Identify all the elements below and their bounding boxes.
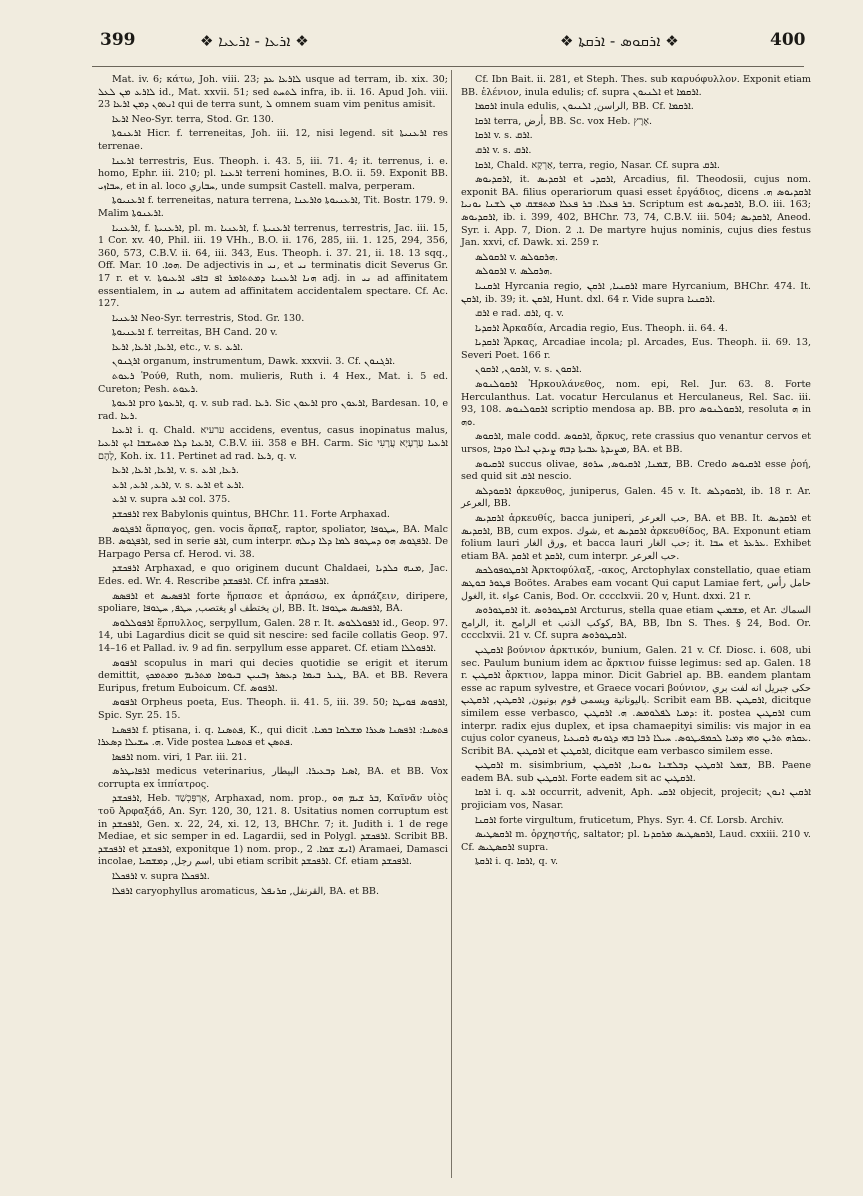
- dictionary-entry: ܐܪܩܐ terra, أرض, BB. Sc. vox Heb. אֶרֶץ.: [475, 115, 653, 127]
- dictionary-entry: ܐܪܩܘܣ, male codd. ܐܪܩܘܣ, ἄρκυς, rete crassius quo venantur cervos et ursos, ܡܨܝܕܬܐ ܥܒܝܬܐ ܕܒܗ ܨܝܕܝܢ ܐܝܠܐ ܘܕܒܐ, BA. et BB.: [461, 431, 811, 456]
- dictionary-entry: ܐܪܥܢܝܘܬܐ f. terreitas, BH Cand. 20 v.: [112, 327, 278, 339]
- dictionary-entry: ܐܪܩܘܠܣ v. ܗܪܩܠܣ.: [475, 266, 553, 278]
- dictionary-entry: ܐܪܩܘܢ, ܐܪܩܘܢ, v. s. ܐܪܩܘܢ.: [475, 364, 582, 376]
- dictionary-entry: Mat. iv. 6; κάτω, Joh. viii. 23; ܠܐܪܥܐ ܥܕ usque ad terram, ib. xix. 30; ܠܐܪܥ ܡܢ ܠܥܠ id., Mat. xxvii. 51; sed ܠܬܚܬ infra, ib. ii. 16. Apud Joh. viii. 23 ܐܢܬܘܢ ܕܡܢ ܐܪܥܐ qui de terra sunt, ܠ omnem suam vim penitus amisit.: [98, 74, 449, 111]
- dictionary-entry: ܐܪܩܘܠܣ v. ܗܪܩܘܠܣ.: [475, 251, 558, 263]
- dictionary-entry: ܐܪܩܕܝܐ Ἀρκαδία, Arcadia regio, Eus. Theoph. ii. 64. 4.: [475, 322, 728, 334]
- dictionary-entry: ܐܪܓܢܘܢ organum, instrumentum, Dawk. xxxvii. 3. Cf. ܐܪܓܢܘܢ.: [112, 356, 396, 368]
- dictionary-entry: ܐܪܩܝܘܣ succus olivae, ܫܡܢܐ, ܐܪܩܝܘܣ, ܚܪܘܦ, BB. Credo ܐܪܩܝܘܣ esse ῥοή, sed quid sit ܐܪܩ nescio.: [461, 458, 811, 483]
- page-header: [0, 30, 863, 56]
- dictionary-entry: ܐܪܩܬܐ i. q. ܐܪܩܐ, q. v.: [475, 856, 559, 868]
- right-column: [461, 74, 811, 871]
- dictionary-entry: ܐܪܥܢܝܐ Neo-Syr. terrestris, Stod. Gr. 130.: [112, 312, 305, 324]
- dictionary-entry: ܐܪܦܟܫܕ Arphaxad, e quo originem ducunt Chaldaei, ܡܢܗ ܟܠܕܝܐ, Jac. Edes. ed. Wr. 4. Rescribe ܐܪܦܟܫܕ. Cf. infra ܐܪܦܟܫܕ.: [98, 563, 448, 587]
- right-page-number: 400: [770, 30, 806, 50]
- dictionary-entry: ܐܪܩܢܝܐ Hyrcania regio, ܐܪܩܢܝܐ, ܐܪܩܢ mare Hyrcanium, BHChr. 474. It. ܐܪܩܢ, ib. 39; it. ܐܪܩܢ, Hunt. dxl. 64 r. Vide supra ܐܪܩܢܝܐ.: [461, 280, 811, 305]
- dictionary-entry: ܐܪܦܓܘܣ ἅρπαγος, gen. vocis ἅρπαξ, raptor, spoliator, ܚܛܘܦܐ, BA. Malc BB. ܐܪܦܓܘܣ, sed in serie ܐܪܦ, cum interpr. ܐܪܦܓܘܣ ܗܘ ܕܚܛܘܦ ܠܡܐ ܕܠܐ ܕܝܠܗ. De Harpago Persa cf. Herod. vi. 38.: [98, 523, 449, 560]
- dictionary-entry: ܐܪܩܡܐ inula edulis, الراسن, ܐܠܢܝܘܢ, BB. Cf. ܐܪܩܡܐ.: [475, 101, 694, 113]
- dictionary-entry: ܐܪܥܐ Neo-Syr. terra, Stod. Gr. 130.: [112, 113, 274, 125]
- column-divider: [451, 70, 452, 1178]
- dictionary-entry: ܐܪܥ, ܐܪܥ, ܐܪܥ, v. s. ܐܪܥ et ܐܪܥ.: [112, 479, 245, 491]
- dictionary-entry: ܐܪܩܘܕܠܣ ἀρκευθος, juniperus, Galen. 45 v. It. ܐܪܩܘܕܠܣ, ib. 18 r. Ar. العرعر, BB.: [461, 485, 811, 510]
- dictionary-entry: ܐܪܩܢܐ forte virgultum, fruticetum, Phys. Syr. 4. Cf. Lorsb. Archiv.: [475, 814, 784, 826]
- dictionary-entry: ܐܪܥܐ, ܐܪܥܐ, ܐܪܥܐ, v. s. ܪܥܐ, ܐܪܥ.: [112, 465, 239, 477]
- dictionary-entry: ܐܪܩܘܠܢܘܣ Ἡρκουλάνεθος, nom. epi, Rel. Jur. 63. 8. Forte Herculanthus. Lat. vocatur Herculanus et Herculaneus, Rel. Sac. iii. 93, 108. ܐܪܩܘܠܢܘܣ scriptio mendosa ap. BB. pro ܐܪܩܘܠܢܘܣ, resoluta ܗ in ܘܗ.: [461, 379, 812, 428]
- dictionary-entry: Cf. Ibn Bait. ii. 281, et Steph. Thes. sub καρυόφυλλον. Exponit etiam BB. ἑλένιον, inula edulis; cf. supra ܐܠܢܝܘܢ et ܐܪܩܡܐ.: [461, 74, 811, 98]
- dictionary-entry: ܐܪܥܐ, ܐܪܥܐ, ܐܪܥܐ, etc., v. s. ܐܪܥ.: [112, 341, 244, 353]
- dictionary-entry: ܐܪܩܕܝܘܣ, it. ܐܪܩܕܝܣ et ܐܪܩܕܝ, Arcadius, fil. Theodosii, cujus nom. exponit BA. filius operariorum quasi esset ἐργάδιος, dicens ܐܪܩܕܝܘܣ ܗ. ܒܪ ܦܥܠܐ. ܒܪ ܦܥܠܐ ܡܬܦܫܩ ܡܢ ܠܫܢܐ ܝܘܢܝܐ. Scriptum est ܐܪܩܕܝܘܣ, B.O. iii. 163; ܐܪܩܕܝܘܣ, ib. i. 399, 402, BHChr. 73, 74, C.B.V. iii. 504; ܐܪܩܕܝܣ, Aneod. Syr. i. App. 7, Dion. ܐ. 2. De martyre hujus nominis, cujus dies festus Jan. xxvi, cf. Dawk. xi. 259 r.: [461, 174, 812, 249]
- dictionary-entry: ܐܪܥ v. supra ܐܪܥ col. 375.: [112, 494, 231, 506]
- dictionary-entry: ܐܪܦܣܢܐ f. ptisana, i. q. ܦܬܣܢܐ, K., qui dicit ܦܬܣܢܐ: ܐܪܦܣܢܐ ܣܥܪܐ ܡܫܠܩܐ ܒܡܝܐ. ܗ. ܚܫܝܠܐ ܕܣܥܪܐ. Vide postea ܦܬܣܢܐ et ܦܬܣܢ.: [98, 724, 448, 749]
- dictionary-entry: ܐܪܦܘܠܠܘܣ ἕρπυλλος, serpyllum, Galen. 28 r. It. ܐܪܦܘܠܠܘܣ id., Geop. 97. 14, ubi Lagardius dicit se quid sit nescire: sed facile collatis Geop. 97. 14–16 et Pallad. iv. 9 ad fin. serpyllum esse apparet. Cf. etiam ܐܪܦܘܠܠܐ.: [98, 617, 448, 654]
- dictionary-entry: ܐܪܥܘܬܐ pro ܐܪܥܘܬܐ, q. v. sub rad. ܪܥܐ. Sic ܐܪܥܘܢ pro ܐܪܥܘܢ, Bardesan. 10, e rad. ܪܥܐ.: [98, 398, 449, 422]
- dictionary-entry: ܐܪܥܢܐ terrestris, Eus. Theoph. i. 43. 5, iii. 71. 4; it. terrenus, i. e. homo, Ephr. iii. 210; pl. ܐܪܥܢܐ terreni homines, B.O. ii. 59. Exponit BB. ܚܒܐܙܝ, et in al. loco ܚܒاري, unde sumpsit Castell. malva, perperam.: [98, 155, 448, 192]
- dictionary-entry: ܐܪܩ v. s. ܐܪܩ.: [475, 144, 532, 156]
- dictionary-entry: ܐܪܩܕܝܣ ἀρκευθίς, bacca juniperi, حب العرعر, BA. et BB. It. ܐܪܩܕܝܣ et ܐܪܩܕܝܣ, BB, cum expos. شوك, et ܐܪܩܕܝܣ ἀρκευθίδος, BA. Exponunt etiam folium lauri ورق الغار, et bacca lauri حب الغار; it. ܚܒܐ et ܥܪܥܪ. Exhibet etiam BA. ܐܪܩܕ et ܐܪܩܕ, cum interpr. حب العرعر.: [461, 513, 811, 562]
- dictionary-entry: ܐܪܦܟܫܕ, Heb. אַרְפַּכְשַׁד, Arphaxad, nom. prop., ܒܪ ܫܝܡ ܗܘ, Καϊνᾶν υἱὸς τοῦ Ἀρφαξάδ, An. Syr. 120, 30, 121. 8. Usitatius nomen corruptum est in ܐܪܦܟܫܕ, Gen. x. 22, 24, xi. 12, 13, BHChr. 7; it. Judith i. 1 de rege Mediae, et sic semper in ed. Lagardii, sed in Polygl. ܐܪܦܟܫܕ. Scribit BB. ܐܪܦܟܫܕ et ܐܪܦܟܫܕ, exponitque 1) nom. prop., ܐܢܫ ܫܡܐ. 2) Aramaei, Damasci incolae, اسم رجل, ܕܡܫܩܝܐ, ubi etiam scribit ܐܪܦܟܫܕ. Cf. etiam ܐܪܦܟܫܕ.: [98, 793, 448, 868]
- dictionary-entry: ܐܪܥܢܘܬܐ Hicr. f. terreneitas, Joh. iii. 12, nisi legend. sit ܐܪܥܢܝܬܐ res terrenae.: [98, 128, 448, 152]
- dictionary-entry: ܐܪܦܐܝܛܪܣ medicus veterinarius, ܐܣܝܐ ܕܒܥܝܪܐ. البيطار, BA. et BB. Vox corrupta ex ἱππίατρος.: [98, 766, 448, 790]
- header-rule: [92, 66, 804, 67]
- dictionary-entry: ܐܪܩܛܘܪܘܣ it. ܐܪܩܛܘܪܘܣ Arcturus, stella quae etiam ܡܫܡܝܢ, et Ar. السماك الرامح, it. الرامح et كوكب الذنب, BA, BB, Ibn S. Thes. § 24, Bod. Or. cccclxvii. 21 v. Cf. supra ܐܪܩܛܘܪܘܣ.: [461, 605, 811, 642]
- dictionary-entry: ܐܪܩܛܝܢ m. sisimbrium, ܫܡܠ ܐܪܩܛܝܢ ܕܒܠܫܢܐ ܝܘܢܝܐ, ܐܪܩܛܝܢ, BB. Paene eadem BA. sub ܐܪܩܛܝܢ. Forte eadem sit ac ܐܪܩܛܝܢ.: [461, 760, 811, 784]
- dictionary-entry: ܐܪܥܝܐ i. q. Chald. ערעיא accidens, eventus, casus inopinatus malus, ܐܪܥܝܐ ܕܠܐ ܡܬܚܫܒܐ ܐܝܟ ܐܪܥܝܐ, C.B.V. iii. 358 e BH. Carm. Sic ܐܪܥܝܐ עַרְעָיָא עֲרָעִי לָהֶם, Koh. ix. 11. Pertinet ad rad. ܪܥܐ, q. v.: [98, 425, 448, 462]
- dictionary-entry: ܐܪܦܘܣ scopulus in mari qui decies quotidie se erigit et iterum demittit, ܛܢܪ ܒܝܡܐ ܕܥܣܪ ܙܒܢܝܢ ܒܝܘܡܐ ܡܬܪܝܡ ܘܡܬܡܟܟ, BA. et BB. Revera Euripus, fretum Euboicum. Cf. ܐܪܦܘܣ.: [98, 657, 448, 694]
- dictionary-entry: ܐܪܩܐ i. q. ܐܪܥ occurrit, advenit, Aph. ܐܪܩܝ objecit, projecit; ܐܪܩܝܢ ܐܢܘܢ projiciam vos, Nasar.: [461, 787, 812, 812]
- dictionary-entry: ܐܪܩܕܝܐ Ἄρκας, Arcadiae incola; pl. Arcades, Eus. Theoph. ii. 69. 13, Severi Poet. 166 r.: [461, 337, 811, 361]
- right-running-head: ❖ ܐܪܩܘܣ - ܐܪܩܬܐ ❖: [560, 32, 679, 50]
- dictionary-entry: ܐܪܩܐ v. s. ܐܪܩ.: [475, 130, 533, 142]
- dictionary-entry: ܐܪܩܛܘܦܘܠܟܣ Ἀρκτοφύλαξ, -ακος, Arctophylax constellatio, quae etiam ܦܛܘܪ ܒܘܛܣ Boötes. Arabes eam vocant Qui caput Lamiae fert, حامل رأس الغول, it. عواء Canis, Bod. Or. cccclxvii. 20 v, Hunt. dxxi. 21 r.: [461, 565, 811, 602]
- dictionary-entry: ܐܪܦܘܣ Orpheus poeta, Eus. Theoph. ii. 41. 5, iii. 39. 50; ܐܪܦܘܣ ܦܘܝܛܐ, Spic. Syr. 25. 15.: [98, 697, 448, 721]
- dictionary-entry: ܐܪܦܟܠܐ v. supra ܐܪܦܟܠܐ.: [112, 871, 210, 883]
- dictionary-entry: ܐܪܥܢܝܘܬܐ f. terreneitas, natura terrena, ܐܪܥܢܝܘܬܐ ܘܐܪܥܢܐ, Tit. Bostr. 179. 9. Malim ܐܪܥܢܘܬܐ.: [98, 195, 449, 219]
- dictionary-entry: ܐܪܦܠܐ caryophyllus aromaticus, القرنفل, ܩܪܢܦܠ, BA. et BB.: [112, 885, 380, 897]
- dictionary-entry: ܐܪܩܣܛܝܣ m. ὀρχηστής, saltator; pl. ܐܪܩܣܛܝܣ ܡܪܩܕܢܐ, Laud. cxxiii. 210 v. Cf. ܐܪܩܣܛܝܣ supra.: [461, 829, 811, 853]
- dictionary-entry: ܪܥܘܬ Ῥούθ, Ruth, nom. mulieris, Ruth i. 4 Hex., Mat. i. 5 ed. Cureton; Pesh. ܪܥܘܬ.: [98, 371, 448, 395]
- dictionary-entry: ܐܪܦܣܐ nom. viri, 1 Par. iii. 21.: [112, 751, 247, 763]
- dictionary-entry: ܐܪܦܣܣ et ܐܪܦܣܝܣ forte ἥρπασε et ἁρπάσω, ex ἁρπάζειν, diripere, spoliare, ان يختطف او يغتصب, ܚܛܦ, ܚܛܘܦܐ, BB. It. ܐܪܦܣܝܣ ܚܛܘܦܐ, BA.: [98, 590, 448, 615]
- dictionary-entry: ܐܪܩܛܝܢ βούνιον ἀρκτικόν, bunium, Galen. 21 v. Cf. Diosc. i. 608, ubi sec. Paulum bunium idem ac ἄρκτιον fuisse legimus: sed ap. Galen. 18 r. ܐܪܩܛܝܢ ἄρκτιον, lappa minor. Dicit Gabriel ap. BB. eandem plantam esse ac rapum sylvestre, et Graece vocari βούνιον, حكى جبريل انه لفت بري باليونانية ويسمى قوم بونيون, ܐܪܩܛܝܢ, ܐܪܩܛܝܢ. Scribit eam BB. ܐܪܩܛܝܢ, dicitque similem esse verbasco, ܕܡܝܐ ܠܦܠܘܡܣ. ܗ. ܐܪܩܛܝܢ: it. postea ܐܪܩܛܝܢ cum interpr. radix ejus duplex, et ipsa chamaepityi similis: vis major in ea cujus color cyaneus, ܥܩܪܗ ܬܪܝܢ ܘܗܝ ܕܡܝܐ ܠܟܡܦܝܛܘܣ. ܚܝܠܐ ܪܒܐ ܒܗܝ ܕܓܘܢܗ ܪܩܝܥܝܐ. Scribit BA. ܐܪܩܛܝܢ et ܐܪܩܛܝܢ, dicitque eam verbasco similem esse.: [461, 644, 811, 757]
- dictionary-entry: ܐܪܩܐ, Chald. אַרְקָא, terra, regio, Nasar. Cf. supra ܐܪܩ.: [475, 159, 720, 171]
- dictionary-entry: ܐܪܦܟܫܕ rex Babylonis quintus, BHChr. 11. Forte Arphaxad.: [112, 509, 390, 520]
- dictionary-entry: ܐܪܥܢܝܐ, f. ܐܪܥܢܝܬܐ, pl. m. ܐܪܥܢܝܐ, f. ܐܪܥܢܝܬܐ terrenus, terrestris, Jac. iii. 15, 1 Cor. xv. 40, Phil. iii. 19 VHh., B.O. ii. 176, 285, iii. 1. 125, 294, 356, 360, 573, C.B.V. ii. 64, iii. 343, Eus. Theoph. i. 37. 21, ii. 18. 13 sqq., Off. Mar. ܗܘܐ. 10. De adjectivis in ܢܝ, et ܢܝ terminatis dicit Severus Gr. 17 r. et v. ܗܢܐ ܐܪܥܢܝܐ ܕܡܬܬܐܡܪ ܐܦ ܒܐܦܝ ܐܪܥܝܘܬܐ adj. in ܢܝ ad affinitatem essentialem, in ܢܝ autem ad affinitatem accidentalem spectare. Cf. Ac. 127.: [98, 222, 448, 310]
- left-column: [98, 74, 448, 900]
- left-running-head: ❖ ܐܪܥܐ - ܐܪܥܝܐ ❖: [200, 32, 309, 50]
- dictionary-entry: ܐܪܩ e rad. ܐܪܩ, q. v.: [475, 308, 564, 320]
- left-page-number: 399: [100, 30, 136, 50]
